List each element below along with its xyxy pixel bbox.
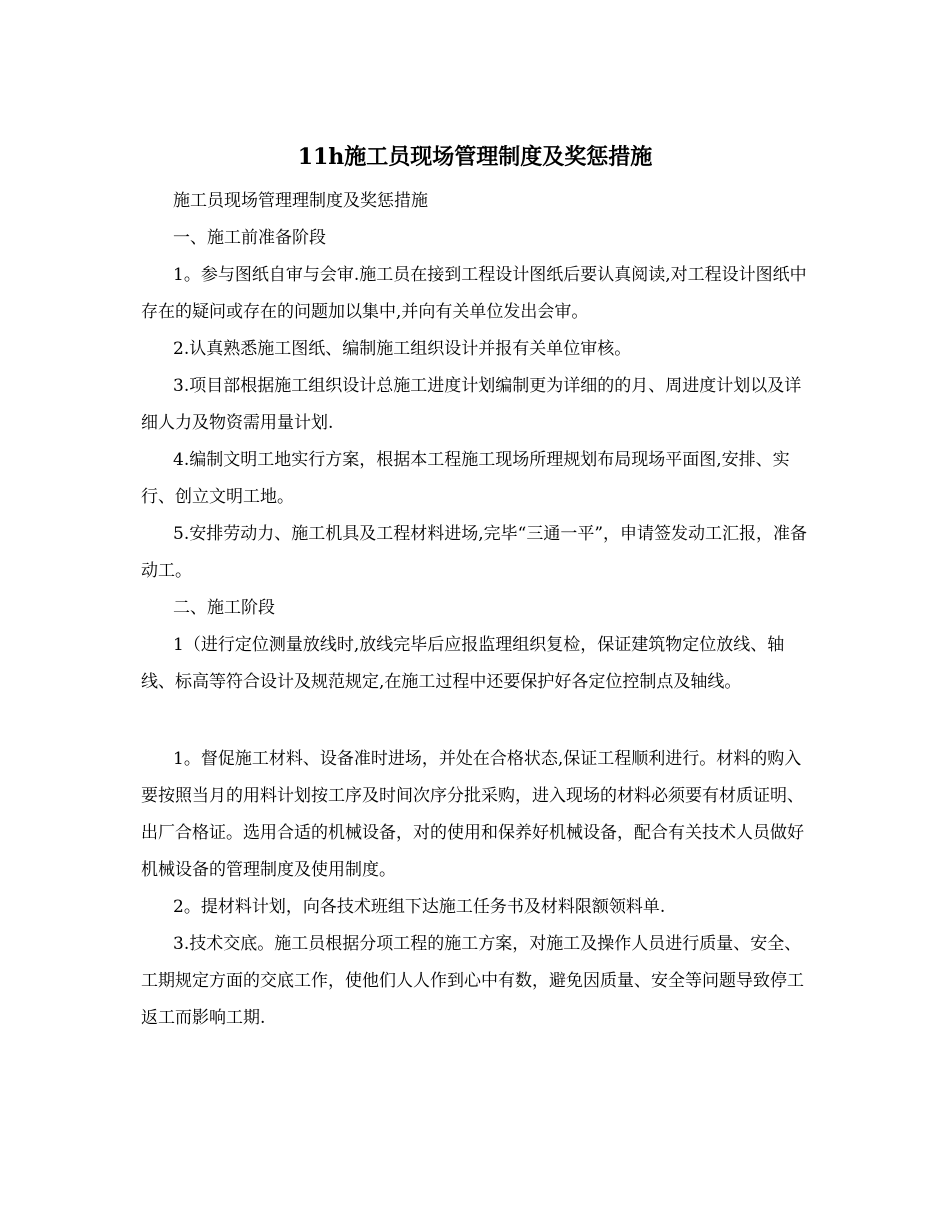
document-title: 11h施工员现场管理制度及奖惩措施: [297, 144, 653, 170]
paragraph-item: 2。提材料计划，向各技术班组下达施工任务书及材料限额领料单.: [173, 897, 666, 917]
paragraph-item: 2.认真熟悉施工图纸、编制施工组织设计并报有关单位审核。: [173, 339, 632, 359]
paragraph-item: 1（进行定位测量放线时,放线完毕后应报监理组织复检，保证建筑物定位放线、轴线、标高等符合设计及规范规定,在施工过程中还要保护好各定位控制点及轴线。: [141, 635, 785, 692]
paragraph-intro: 施工员现场管理理制度及奖惩措施: [173, 191, 428, 211]
paragraph-item: 5.安排劳动力、施工机具及工程材料进场,完毕“三通一平”，申请签发动工汇报，准备动工。: [141, 524, 808, 581]
section-heading-preparation: 一、施工前准备阶段: [173, 228, 326, 248]
section-heading-construction: 二、施工阶段: [173, 598, 275, 618]
paragraph-item: 1。督促施工材料、设备准时进场，并处在合格状态,保证工程顺利进行。材料的购入要按照当月的用料计划按工序及时间次序分批采购，进入现场的材料必须要有材质证明、出厂合格证。选用合适的机械设备，对的使用和保养好机械设备，配合有关技术人员做好机械设备的管理制度及使用制度。: [141, 749, 804, 880]
paragraph-item: 4.编制文明工地实行方案，根据本工程施工现场所理规划布局现场平面图,安排、实行、创立文明工地。: [141, 450, 790, 507]
document-body: [141, 183, 817, 1037]
paragraph-gap: [141, 701, 817, 741]
paragraph-item: 1。参与图纸自审与会审.施工员在接到工程设计图纸后要认真阅读,对工程设计图纸中存在的疑问或存在的问题加以集中,并向有关单位发出会审。: [141, 265, 807, 322]
paragraph-item: 3.技术交底。施工员根据分项工程的施工方案，对施工及操作人员进行质量、安全、工期规定方面的交底工作，使他们人人作到心中有数，避免因质量、安全等问题导致停工返工而影响工期.: [141, 934, 804, 1028]
paragraph-item: 3.项目部根据施工组织设计总施工进度计划编制更为详细的的月、周进度计划以及详细人力及物资需用量计划.: [141, 376, 802, 433]
